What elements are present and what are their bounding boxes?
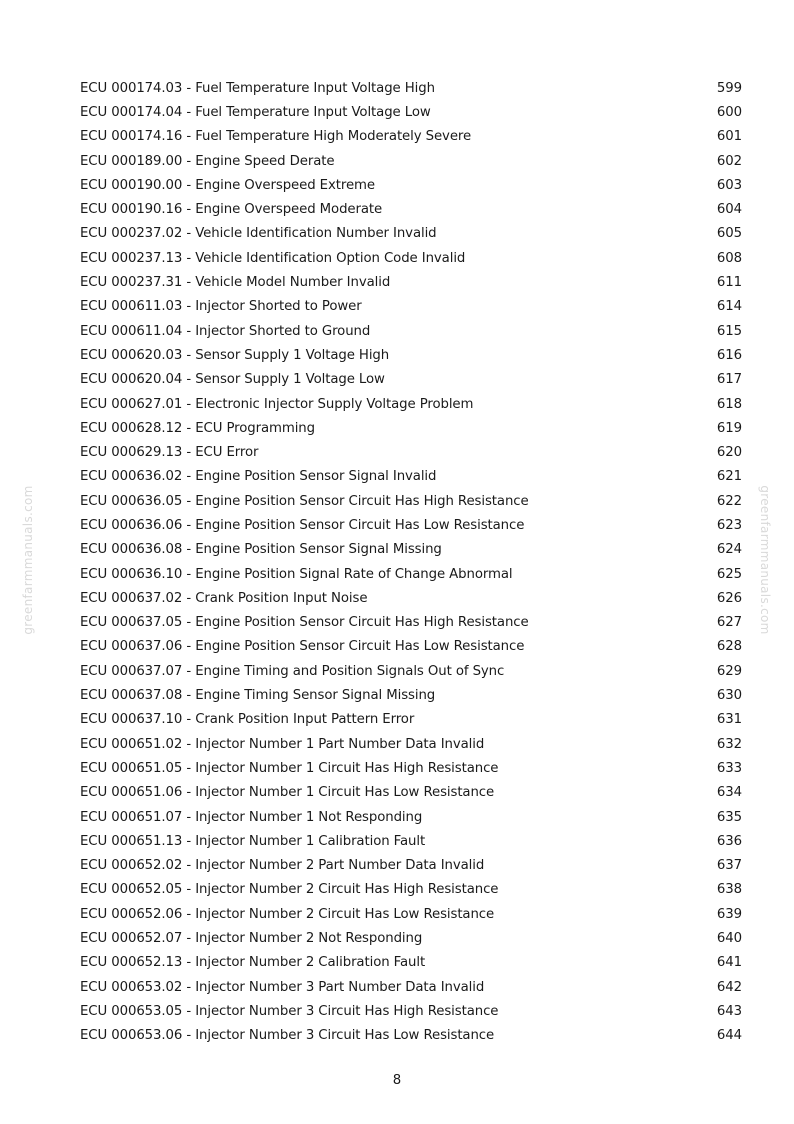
toc-entry[interactable] [80, 416, 742, 440]
toc-entry[interactable] [80, 902, 742, 926]
toc-entry-page: 603 [716, 177, 742, 193]
toc-entry-page: 623 [716, 517, 742, 533]
toc-entry[interactable] [80, 683, 742, 707]
watermark-right: greenfarmmanuals.com [758, 485, 772, 635]
toc-entry-page: 634 [716, 785, 742, 801]
toc-entry-title: ECU 000629.13 - ECU Error [80, 445, 259, 461]
toc-entry-title: ECU 000637.08 - Engine Timing Sensor Signal Missing [80, 688, 436, 704]
toc-entry-title: ECU 000651.06 - Injector Number 1 Circuit Has Low Resistance [80, 785, 495, 801]
toc-entry-page: 602 [716, 153, 742, 169]
toc-entry-title: ECU 000636.02 - Engine Position Sensor Signal Invalid [80, 469, 437, 485]
toc-entry-page: 641 [716, 955, 742, 971]
toc-entry-page: 622 [716, 493, 742, 509]
toc-entry[interactable] [80, 586, 742, 610]
toc-entry-page: 635 [716, 809, 742, 825]
toc-entry-title: ECU 000637.10 - Crank Position Input Pattern Error [80, 712, 415, 728]
toc-entry-title: ECU 000637.05 - Engine Position Sensor Circuit Has High Resistance [80, 615, 529, 631]
toc-entry-title: ECU 000636.08 - Engine Position Sensor Signal Missing [80, 542, 442, 558]
toc-entry[interactable] [80, 975, 742, 999]
toc-entry-page: 643 [716, 1003, 742, 1019]
toc-entry-title: ECU 000611.03 - Injector Shorted to Power [80, 299, 362, 315]
toc-entry-page: 599 [716, 80, 742, 96]
toc-entry[interactable] [80, 562, 742, 586]
toc-entry[interactable] [80, 659, 742, 683]
toc-entry-title: ECU 000651.13 - Injector Number 1 Calibration Fault [80, 833, 426, 849]
toc-entry-page: 625 [716, 566, 742, 582]
toc-entry[interactable] [80, 635, 742, 659]
toc-entry-title: ECU 000652.07 - Injector Number 2 Not Responding [80, 931, 423, 947]
toc-entry[interactable] [80, 999, 742, 1023]
page-number: 8 [392, 1073, 402, 1088]
toc-entry-title: ECU 000636.10 - Engine Position Signal Rate of Change Abnormal [80, 566, 513, 582]
toc-entry-page: 644 [716, 1028, 742, 1044]
toc-entry-page: 621 [716, 469, 742, 485]
toc-entry-page: 642 [716, 979, 742, 995]
toc-entry-title: ECU 000611.04 - Injector Shorted to Ground [80, 323, 371, 339]
toc-entry-title: ECU 000636.06 - Engine Position Sensor Circuit Has Low Resistance [80, 517, 525, 533]
toc-entry-title: ECU 000652.02 - Injector Number 2 Part Number Data Invalid [80, 858, 485, 874]
toc-entry[interactable] [80, 295, 742, 319]
toc-entry[interactable] [80, 270, 742, 294]
toc-entry-title: ECU 000174.04 - Fuel Temperature Input Voltage Low [80, 104, 431, 120]
toc-entry[interactable] [80, 440, 742, 464]
toc-entry-title: ECU 000653.06 - Injector Number 3 Circuit Has Low Resistance [80, 1028, 495, 1044]
toc-entry-page: 640 [716, 931, 742, 947]
toc-entry-page: 629 [716, 663, 742, 679]
toc-entry-title: ECU 000628.12 - ECU Programming [80, 420, 315, 436]
toc-entry[interactable] [80, 1024, 742, 1048]
toc-entry[interactable] [80, 222, 742, 246]
toc-entry[interactable] [80, 756, 742, 780]
toc-entry[interactable] [80, 708, 742, 732]
toc-entry[interactable] [80, 489, 742, 513]
toc-entry-title: ECU 000652.13 - Injector Number 2 Calibration Fault [80, 955, 426, 971]
toc-entry-title: ECU 000651.02 - Injector Number 1 Part Number Data Invalid [80, 736, 485, 752]
toc-entry-title: ECU 000653.05 - Injector Number 3 Circuit Has High Resistance [80, 1003, 499, 1019]
toc-entry-page: 631 [716, 712, 742, 728]
toc-entry[interactable] [80, 319, 742, 343]
toc-entry-title: ECU 000189.00 - Engine Speed Derate [80, 153, 335, 169]
toc-entry[interactable] [80, 246, 742, 270]
toc-entry-page: 633 [716, 760, 742, 776]
toc-entry-page: 620 [716, 445, 742, 461]
toc-entry-page: 626 [716, 590, 742, 606]
toc-entry-title: ECU 000653.02 - Injector Number 3 Part Number Data Invalid [80, 979, 485, 995]
toc-entry-page: 614 [716, 299, 742, 315]
toc-entry-page: 624 [716, 542, 742, 558]
toc-entry-title: ECU 000637.02 - Crank Position Input Noise [80, 590, 368, 606]
toc-entry-title: ECU 000627.01 - Electronic Injector Supply Voltage Problem [80, 396, 474, 412]
toc-entry[interactable] [80, 465, 742, 489]
toc-entry-page: 617 [716, 372, 742, 388]
toc-entry-page: 632 [716, 736, 742, 752]
toc-entry-title: ECU 000190.00 - Engine Overspeed Extreme [80, 177, 375, 193]
toc-entry[interactable] [80, 392, 742, 416]
toc-entry-title: ECU 000637.07 - Engine Timing and Position Signals Out of Sync [80, 663, 505, 679]
toc-entry[interactable] [80, 538, 742, 562]
toc-entry-page: 601 [716, 129, 742, 145]
toc-entry[interactable] [80, 926, 742, 950]
toc-entry-title: ECU 000174.03 - Fuel Temperature Input Voltage High [80, 80, 435, 96]
toc-entry-page: 630 [716, 688, 742, 704]
toc-entry-page: 639 [716, 906, 742, 922]
toc-entry[interactable] [80, 149, 742, 173]
toc-entry[interactable] [80, 829, 742, 853]
toc-entry-page: 619 [716, 420, 742, 436]
toc-entry[interactable] [80, 100, 742, 124]
toc-entry-title: ECU 000652.06 - Injector Number 2 Circuit Has Low Resistance [80, 906, 495, 922]
toc-entry-title: ECU 000190.16 - Engine Overspeed Moderate [80, 202, 383, 218]
toc-entry-title: ECU 000637.06 - Engine Position Sensor Circuit Has Low Resistance [80, 639, 525, 655]
toc-entry-title: ECU 000237.31 - Vehicle Model Number Invalid [80, 275, 391, 291]
toc-entry[interactable] [80, 197, 742, 221]
toc-entry[interactable] [80, 173, 742, 197]
toc-entry[interactable] [80, 611, 742, 635]
toc-entry-title: ECU 000620.04 - Sensor Supply 1 Voltage Low [80, 372, 385, 388]
toc-entry-title: ECU 000237.13 - Vehicle Identification Option Code Invalid [80, 250, 466, 266]
toc-entry[interactable] [80, 854, 742, 878]
toc-entry[interactable] [80, 513, 742, 537]
toc-entry-title: ECU 000651.07 - Injector Number 1 Not Responding [80, 809, 423, 825]
toc-entry-page: 616 [716, 347, 742, 363]
toc-entry-page: 608 [716, 250, 742, 266]
toc-entry[interactable] [80, 76, 742, 100]
toc-entry[interactable] [80, 878, 742, 902]
toc-entry-title: ECU 000651.05 - Injector Number 1 Circuit Has High Resistance [80, 760, 499, 776]
toc-entry-title: ECU 000620.03 - Sensor Supply 1 Voltage High [80, 347, 390, 363]
toc-entry[interactable] [80, 781, 742, 805]
toc-entry-title: ECU 000237.02 - Vehicle Identification Number Invalid [80, 226, 437, 242]
toc-entry-page: 618 [716, 396, 742, 412]
toc-entry-page: 637 [716, 858, 742, 874]
table-of-contents [80, 76, 742, 1048]
toc-entry[interactable] [80, 951, 742, 975]
toc-entry-title: ECU 000174.16 - Fuel Temperature High Moderately Severe [80, 129, 472, 145]
toc-entry-title: ECU 000636.05 - Engine Position Sensor Circuit Has High Resistance [80, 493, 529, 509]
toc-entry-page: 627 [716, 615, 742, 631]
toc-entry-page: 636 [716, 833, 742, 849]
toc-entry-page: 615 [716, 323, 742, 339]
toc-entry[interactable] [80, 732, 742, 756]
watermark-left: greenfarmmanuals.com [21, 485, 35, 635]
toc-entry[interactable] [80, 368, 742, 392]
toc-entry[interactable] [80, 805, 742, 829]
toc-entry[interactable] [80, 343, 742, 367]
toc-entry-page: 611 [716, 275, 742, 291]
toc-entry-page: 628 [716, 639, 742, 655]
toc-entry-page: 600 [716, 104, 742, 120]
toc-entry-page: 605 [716, 226, 742, 242]
toc-entry-title: ECU 000652.05 - Injector Number 2 Circuit Has High Resistance [80, 882, 499, 898]
toc-entry-page: 638 [716, 882, 742, 898]
toc-entry-page: 604 [716, 202, 742, 218]
toc-entry[interactable] [80, 125, 742, 149]
